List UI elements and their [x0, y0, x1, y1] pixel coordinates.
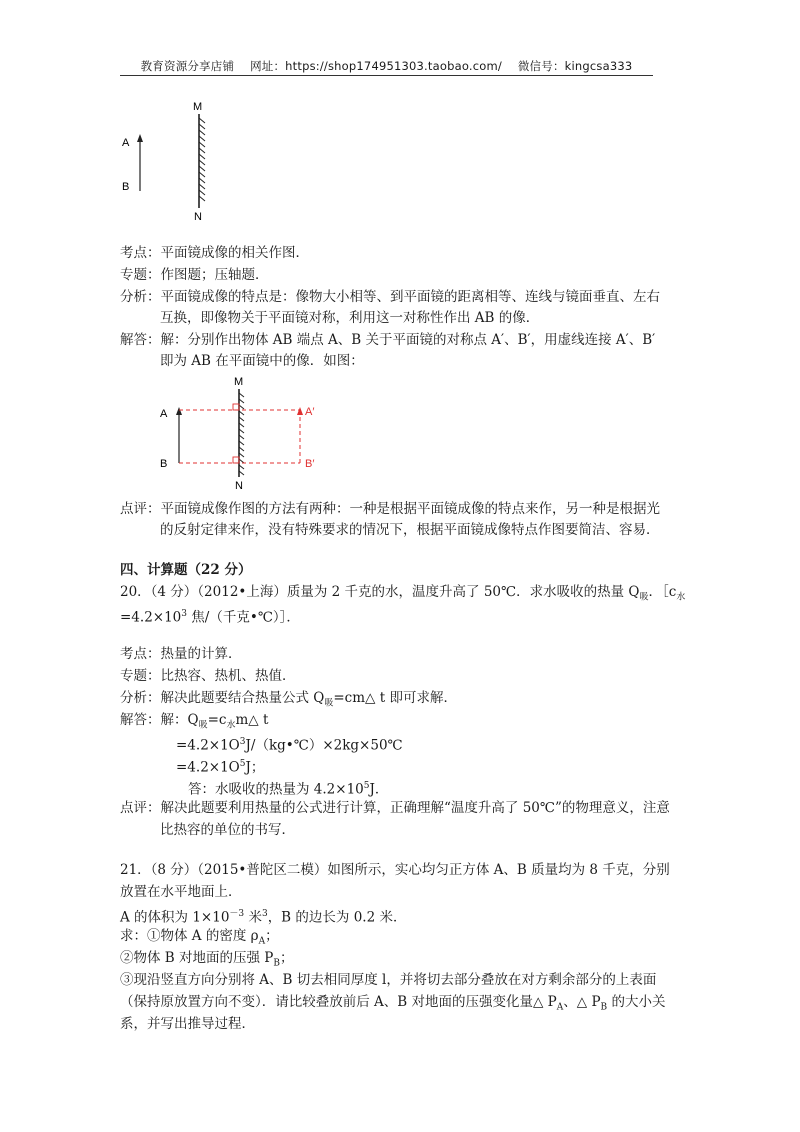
q21-stem-3 [120, 905, 406, 927]
q21-ask3-mid: 、△ P [563, 994, 601, 1010]
figure-mirror-solution [155, 373, 335, 493]
q21-volume: A 的体积为 1×10 [120, 909, 230, 926]
q21-ask2-text: ②物体 B 对地面的压强 P [120, 950, 274, 966]
q20-step1-exp: 3 [239, 737, 246, 747]
fig2-label-b: B [160, 458, 168, 470]
q20-answer-unit: J． [369, 781, 389, 798]
site-label: 网址： [250, 59, 286, 73]
q20-fenxi-sub: 吸 [324, 698, 334, 709]
q19-fenxi-1: 分析：平面镜成像的特点是：像物大小相等、到平面镜的距离相等、连线与镜面垂直、左右 [120, 289, 660, 305]
fig2-right-angle-top [233, 404, 239, 410]
fig2-label-b-prime: B′ [305, 458, 315, 470]
q21-volume-unit: 米 [244, 909, 262, 926]
q19-zhuanti: 专题：作图题；压轴题． [120, 267, 269, 283]
fig2-right-angle-bottom [233, 457, 239, 463]
q20-jieda-mt: m△ t [235, 712, 269, 728]
header-divider [120, 75, 653, 76]
fig1-label-a: A [122, 137, 130, 149]
q20-sub-shui: 水 [676, 592, 686, 603]
q20-step-1 [176, 733, 403, 755]
site-url: https://shop174951303.taobao.com/ [285, 59, 502, 73]
q19-jieda-2: 即为 AB 在平面镜中的像．如图： [160, 353, 364, 369]
q19-dianping-2: 的反射定律来作，没有特殊要求的情况下，根据平面镜成像特点作图要简洁、容易． [160, 522, 660, 538]
q20-kaodian: 考点：热量的计算． [120, 646, 242, 662]
q21-ask1-end: ； [265, 928, 279, 944]
q20-jieda-c: =c [207, 712, 227, 728]
q20-answer-exp: 5 [363, 781, 370, 791]
q21-ask2-end: ； [280, 950, 294, 966]
q21-ask-3-line1: ③现沿竖直方向分别将 A、B 切去相同厚度 l，并将切去部分叠放在对方剩余部分的上表面 [120, 972, 657, 988]
q20-zhuanti: 专题：比热容、热机、热值． [120, 668, 296, 684]
fig2-object-arrowhead [176, 407, 182, 415]
q20-stem-text: 20．（4 分）（2012•上海）质量为 2 千克的水，温度升高了 50℃．求水吸收的热量 Q [120, 584, 640, 600]
fig2-label-a-prime: A′ [305, 406, 315, 418]
q20-step1-c: J/（kg•℃）×2kg×50℃ [245, 737, 403, 754]
q20-fenxi-formula: =cm△ t 即可求解． [333, 690, 457, 706]
q21-ask1-sub: A [258, 936, 266, 947]
fig2-label-a: A [160, 408, 168, 420]
section-title: 四、计算题（22 分） [120, 562, 252, 578]
q20-unit: 焦/（千克•℃）］． [187, 609, 300, 626]
q20-fenxi [120, 689, 457, 713]
q21-stem-1: 21．（8 分）（2015•普陀区二模）如图所示，实心均匀正方体 A、B 质量均为 8 千克，分别 [120, 862, 670, 878]
q20-jieda-sub-shui: 水 [226, 720, 236, 731]
fig2-label-n: N [235, 480, 243, 492]
fig1-arrowhead [137, 134, 143, 142]
q20-stem-c: ．［c [648, 584, 677, 600]
q21-ask-3-line2 [120, 993, 665, 1017]
q20-step2-a: =4.2×1O [176, 759, 240, 776]
figure-mirror-question [115, 96, 225, 226]
fig1-label-m: M [193, 101, 203, 113]
q19-fenxi-2: 互换，即像物关于平面镜对称，利用这一对称性作出 AB 的像． [160, 310, 540, 326]
q21-ask3-end: 的大小关 [607, 994, 666, 1010]
q21-ask-2 [120, 949, 294, 973]
q20-jieda-text: 解答：解：Q [120, 712, 199, 728]
shop-name: 教育资源分享店铺 [140, 59, 235, 73]
q20-jieda-sub-xi: 吸 [198, 720, 208, 731]
fig2-image-arrowhead [297, 407, 303, 415]
q21-ask3-sub-a: A [556, 1002, 564, 1013]
q20-heat-capacity: =4.2×10 [120, 609, 182, 626]
wechat-id: 微信号：kingcsa333 [517, 59, 633, 73]
q21-ask3-sub-b: B [600, 1002, 608, 1013]
q20-step2-exp: 5 [239, 759, 246, 769]
fig1-label-b: B [122, 181, 130, 193]
q19-dianping-1: 点评：平面镜成像作图的方法有两种：一种是根据平面镜成像的特点来作，另一种是根据光 [120, 501, 660, 517]
q21-ask2-sub: B [273, 958, 281, 969]
fig1-mirror-hatch [199, 118, 205, 201]
q20-sub-xi: 吸 [639, 592, 649, 603]
q19-kaodian: 考点：平面镜成像的相关作图． [120, 245, 309, 261]
site-info [250, 59, 502, 73]
q20-step-2 [176, 755, 264, 777]
fig1-label-n: N [194, 211, 202, 223]
q21-ask-3-line3: 系，并写出推导过程． [120, 1016, 255, 1032]
q20-fenxi-text: 分析：解决此题要结合热量公式 Q [120, 690, 325, 706]
q20-answer-text: 答：水吸收的热量为 4.2×10 [188, 781, 364, 798]
q20-step1-a: =4.2×1O [176, 737, 240, 754]
q20-step2-c: J； [245, 759, 265, 776]
q20-stem-1 [120, 583, 685, 607]
q21-side-length: ，B 的边长为 0.2 米． [267, 909, 407, 926]
q20-dianping-2: 比热容的单位的书写． [160, 822, 295, 838]
q20-jieda [120, 711, 268, 735]
q21-stem-2: 放置在水平地面上． [120, 884, 242, 900]
q19-jieda-1: 解答：解：分别作出物体 AB 端点 A、B 关于平面镜的对称点 A′、B′，用虚线连接 A′、B′ [120, 332, 656, 348]
q21-ask3-text: （保持原放置方向不变）．请比较叠放前后 A、B 对地面的压强变化量△ P [120, 994, 557, 1010]
q20-exponent: 3 [181, 609, 188, 619]
page-header [120, 58, 653, 74]
q21-volume-unit-exp: 3 [261, 909, 268, 919]
fig2-label-m: M [234, 376, 244, 388]
q20-answer [188, 777, 388, 799]
q20-stem-2 [120, 605, 300, 627]
q21-ask1-text: 求：①物体 A 的密度 ρ [120, 928, 259, 944]
q21-volume-exp: －3 [229, 909, 245, 919]
q21-ask-1 [120, 927, 279, 951]
q20-dianping-1: 点评：解决此题要利用热量的公式进行计算，正确理解“温度升高了 50℃”的物理意义，注意 [120, 800, 670, 816]
